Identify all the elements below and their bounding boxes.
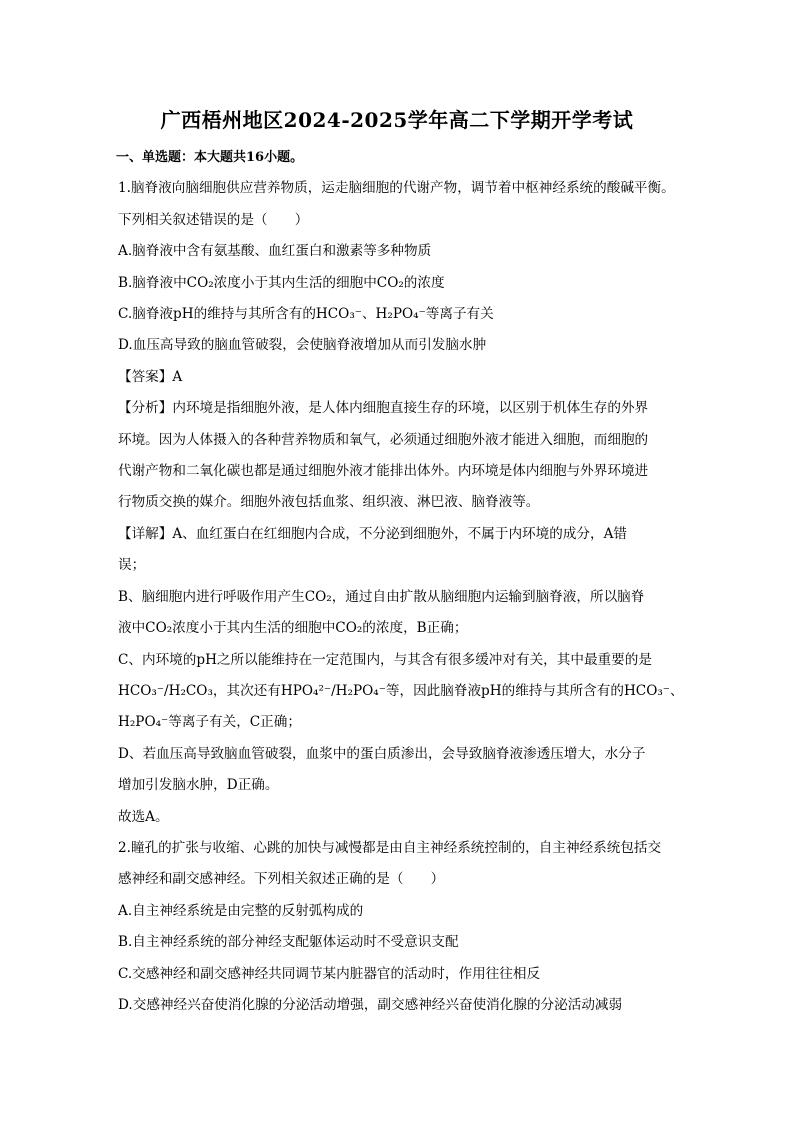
q1-detail-a-line-2: 误；	[118, 557, 146, 574]
q1-analysis-line-1: 【分析】内环境是指细胞外液，是人体内细胞直接生存的环境，以区别于机体生存的外界	[118, 400, 649, 417]
q1-stem-line-2: 下列相关叙述错误的是（ ）	[118, 211, 309, 228]
q1-detail-d-line-1: D、若血压高导致脑血管破裂，血浆中的蛋白质渗出，会导致脑脊液渗透压增大，水分子	[118, 745, 646, 762]
q1-detail-c-line-1: C、内环境的pH之所以能维持在一定范围内，与其含有很多缓冲对有关，其中最重要的是	[118, 651, 652, 668]
q1-detail-b-line-2: 液中CO₂浓度小于其内生活的细胞中CO₂的浓度，B正确；	[118, 620, 468, 637]
q2-option-a: A.自主神经系统是由完整的反射弧构成的	[118, 902, 364, 919]
q2-option-d: D.交感神经兴奋使消化腺的分泌活动增强，副交感神经兴奋使消化腺的分泌活动减弱	[118, 996, 623, 1013]
q1-analysis-line-2: 环境。因为人体摄入的各种营养物质和氧气，必须通过细胞外液才能进入细胞，而细胞的	[118, 431, 649, 448]
exam-title: 广西梧州地区2024-2025学年高二下学期开学考试	[160, 108, 634, 132]
q1-option-b: B.脑脊液中CO₂浓度小于其内生活的细胞中CO₂的浓度	[118, 274, 445, 291]
q1-detail-c-line-2: HCO₃⁻/H₂CO₃，其次还有HPO₄²⁻/H₂PO₄⁻等，因此脑脊液pH的维持与其所含有的HCO₃⁻、	[118, 682, 684, 699]
q1-option-d: D.血压高导致的脑血管破裂，会使脑脊液增加从而引发脑水肿	[118, 337, 487, 354]
q1-conclusion: 故选A。	[118, 808, 169, 825]
q1-analysis-line-4: 行物质交换的媒介。细胞外液包括血浆、组织液、淋巴液、脑脊液等。	[118, 494, 540, 511]
q1-detail-a-line-1: 【详解】A、血红蛋白在红细胞内合成，不分泌到细胞外，不属于内环境的成分，A错	[118, 525, 628, 542]
q1-stem-line-1: 1.脑脊液向脑细胞供应营养物质，运走脑细胞的代谢产物，调节着中枢神经系统的酸碱平衡。	[118, 180, 675, 197]
q1-detail-c-line-3: H₂PO₄⁻等离子有关，C正确；	[118, 714, 301, 731]
q1-detail-d-line-2: 增加引发脑水肿，D正确。	[118, 777, 279, 794]
document-body	[116, 142, 684, 1021]
q2-option-b: B.自主神经系统的部分神经支配躯体运动时不受意识支配	[118, 934, 459, 951]
q1-option-c: C.脑脊液pH的维持与其所含有的HCO₃⁻、H₂PO₄⁻等离子有关	[118, 306, 494, 323]
q1-detail-b-line-1: B、脑细胞内进行呼吸作用产生CO₂，通过自由扩散从脑细胞内运输到脑脊液，所以脑脊	[118, 588, 645, 605]
q2-option-c: C.交感神经和副交感神经共同调节某内脏器官的活动时，作用往往相反	[118, 965, 541, 982]
q2-stem-line-1: 2.瞳孔的扩张与收缩、心跳的加快与减慢都是由自主神经系统控制的，自主神经系统包括交	[118, 839, 662, 856]
q1-answer: 【答案】A	[118, 368, 183, 385]
q1-option-a: A.脑脊液中含有氨基酸、血红蛋白和激素等多种物质	[118, 243, 432, 260]
section-heading: 一、单选题：本大题共16小题。	[116, 150, 304, 165]
q2-stem-line-2: 感神经和副交感神经。下列相关叙述正确的是（ ）	[118, 871, 445, 888]
q1-analysis-line-3: 代谢产物和二氧化碳也都是通过细胞外液才能排出体外。内环境是体内细胞与外界环境进	[118, 463, 649, 480]
